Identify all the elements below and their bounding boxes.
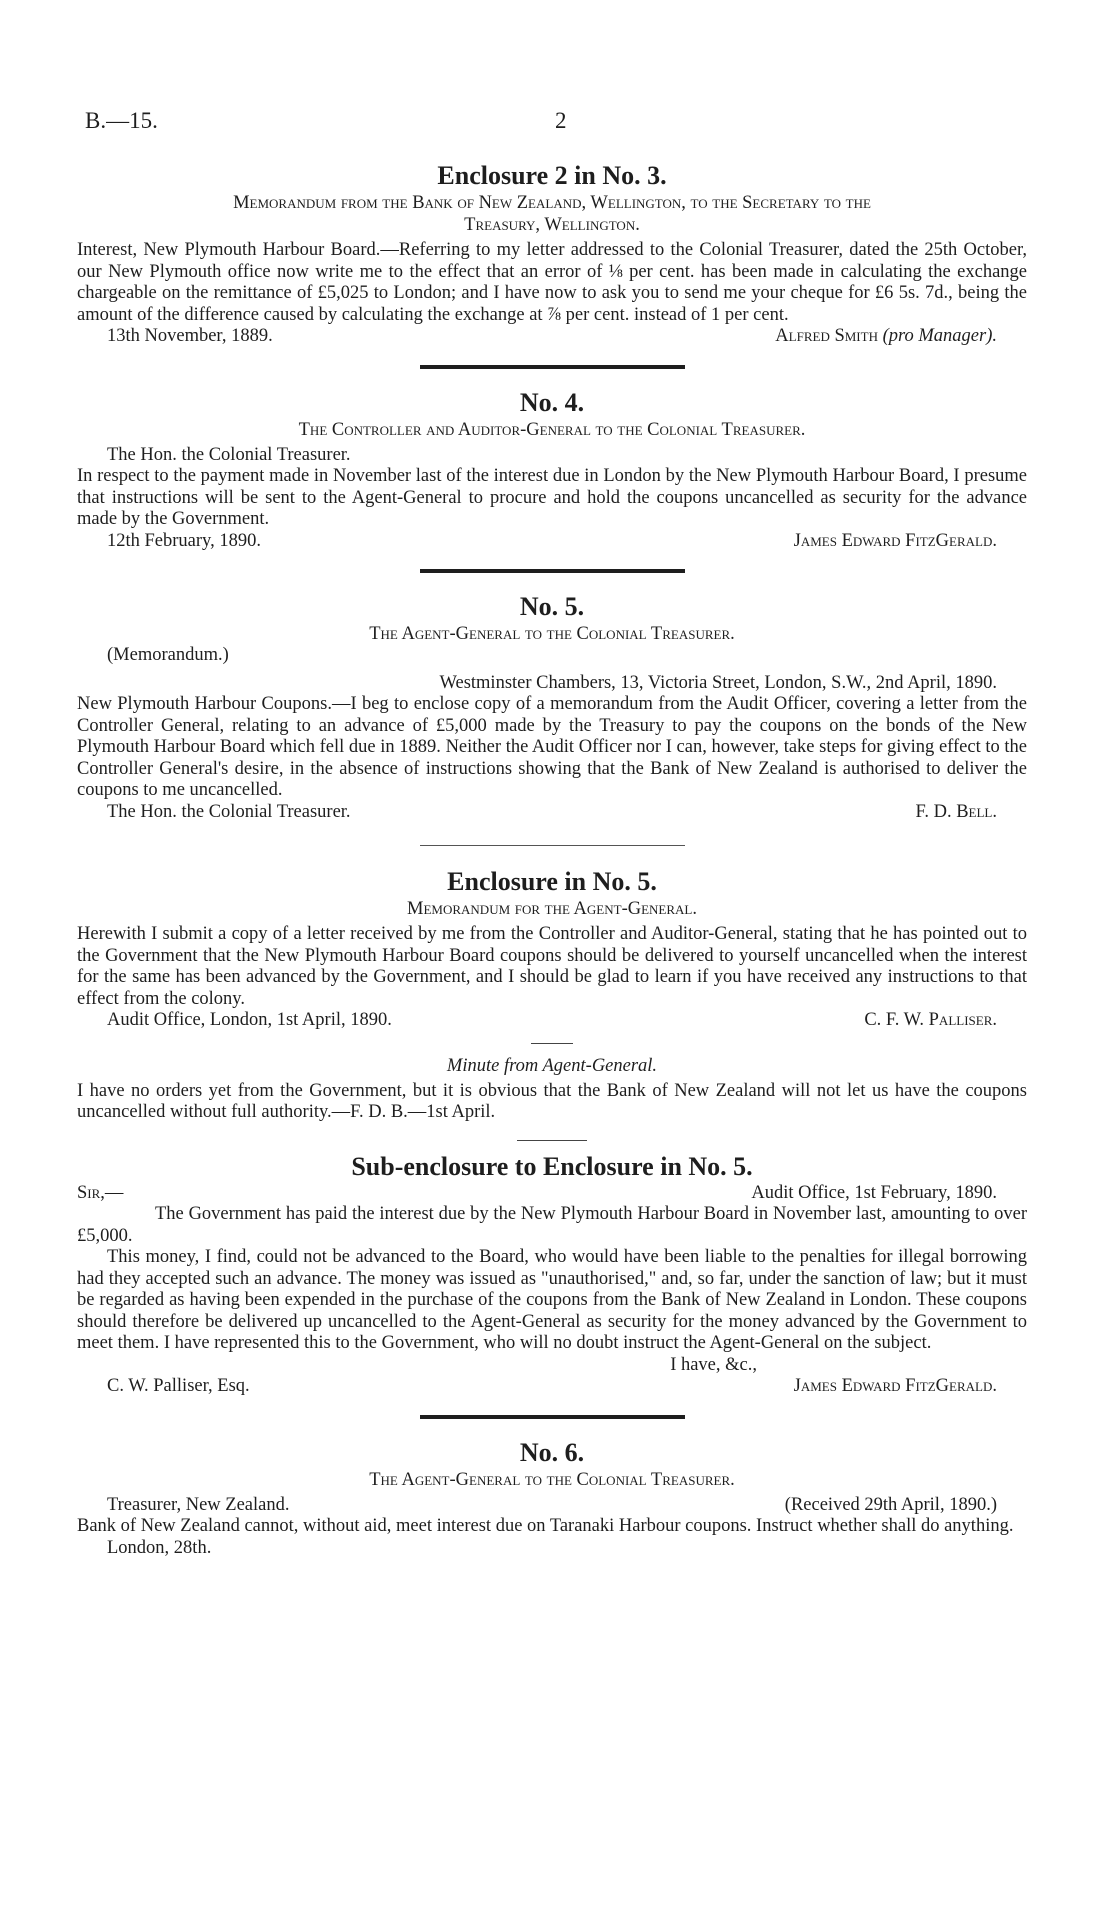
no4-addressee: The Hon. the Colonial Treasurer. [107, 444, 351, 465]
enclosure-5-place-date: Audit Office, London, 1st April, 1890. [107, 1010, 392, 1030]
subenclosure-signature: James Edward FitzGerald. [793, 1376, 997, 1396]
no5-body: New Plymouth Harbour Coupons.—I beg to enclose copy of a memorandum from the Audit Officer, covering a letter from the Controller General, relating to an advance of £5,000 made by the Treasury to pay the coupons on the bonds of the New Plymouth Harbour Board which fell due in 1889. Neither the Audit Officer nor I can, however, take steps for giving effect to the Controller General's desire, in the absence of instructions showing that the Bank of New Zealand is authorised to deliver the coupons to me uncancelled. [77, 694, 1027, 800]
no6-place-date: London, 28th. [107, 1537, 212, 1558]
no5-signoff [77, 802, 1027, 824]
section-divider-thin [420, 845, 685, 846]
subenclosure-header-line [77, 1183, 1027, 1205]
no5-address: Westminster Chambers, 13, Victoria Street, London, S.W., 2nd April, 1890. [439, 672, 997, 693]
subenclosure-signoff [77, 1376, 1027, 1398]
no6-received: (Received 29th April, 1890.) [784, 1494, 997, 1515]
enclosure-5-section [77, 866, 1027, 1124]
series-number: B.—15. [85, 108, 158, 133]
enclosure-5-signoff [77, 1010, 1027, 1032]
section-divider [420, 1415, 685, 1419]
subenclosure-place-date: Audit Office, 1st February, 1890. [751, 1182, 997, 1203]
enclosure-2-signature: Alfred Smith [775, 326, 878, 346]
no5-addressee: The Hon. the Colonial Treasurer. [107, 801, 351, 822]
subenclosure-para-1: The Government has paid the interest due by the New Plymouth Harbour Board in November last, amounting to over £5,000. [77, 1204, 1027, 1246]
no6-subtitle: The Agent-General to the Colonial Treasurer. [369, 1469, 735, 1490]
no5-memo-label: (Memorandum.) [107, 645, 229, 665]
subenclosure-heading: Sub-enclosure to Enclosure in No. 5. [351, 1151, 753, 1181]
minute-body: I have no orders yet from the Government, but it is obvious that the Bank of New Zealand will not let us have the coupons uncancelled without full authority.—F. D. B.—1st April. [77, 1080, 1027, 1122]
enclosure-2-section [77, 160, 1027, 348]
no5-heading: No. 5. [519, 592, 585, 621]
no6-section [77, 1437, 1027, 1560]
enclosure-5-heading: Enclosure in No. 5. [447, 867, 657, 896]
no5-section [77, 591, 1027, 823]
no4-signature: James Edward FitzGerald. [793, 530, 997, 551]
document-body [77, 160, 1027, 1559]
no6-addressee: Treasurer, New Zealand. [107, 1494, 290, 1515]
section-divider [420, 365, 685, 369]
subenclosure-section [77, 1151, 1027, 1398]
no4-heading: No. 4. [519, 387, 585, 417]
enclosure-2-role: (pro Manager). [882, 326, 997, 346]
enclosure-2-heading: Enclosure 2 in No. 3. [437, 161, 667, 190]
no4-body: In respect to the payment made in November last of the interest due in London by the New Plymouth Harbour Board, I presume that instructions will be sent to the Agent-General to procure and hold the coupons uncancelled as security for the advance made by the Government. [77, 466, 1027, 529]
page-number: 2 [555, 108, 567, 133]
no6-heading: No. 6. [519, 1437, 585, 1467]
enclosure-2-body: Interest, New Plymouth Harbour Board.—Referring to my letter addressed to the Colonial Treasurer, dated the 25th October, our New Plymouth office now write me to the effect that an error of ⅛ per cent. has been made in calculating the exchange chargeable on the remittance of £5,025 to London; and I have now to ask you to send me your cheque for £6 5s. 7d., being the amount of the difference caused by calculating the exchange at ⅞ per cent. instead of 1 per cent. [77, 240, 1027, 325]
enclosure-2-signature-block [775, 326, 1027, 348]
subenclosure-closing: I have, &c., [670, 1354, 757, 1375]
no6-header-line [77, 1495, 1027, 1517]
enclosure-2-subtitle: Memorandum from the Bank of New Zealand, Wellington, to the Secretary to the [233, 193, 871, 213]
enclosure-5-subtitle: Memorandum for the Agent-General. [407, 899, 697, 919]
enclosure-5-signature: C. F. W. Palliser. [864, 1010, 997, 1030]
section-divider-short [517, 1140, 587, 1141]
enclosure-2-date: 13th November, 1889. [107, 326, 273, 346]
subenclosure-addressee: C. W. Palliser, Esq. [107, 1376, 250, 1396]
no4-signoff [77, 531, 1027, 553]
minute-divider [531, 1043, 573, 1044]
enclosure-2-subtitle-2: Treasury, Wellington. [464, 215, 640, 235]
no5-signature: F. D. Bell. [915, 801, 997, 822]
enclosure-5-body: Herewith I submit a copy of a letter received by me from the Controller and Auditor-General, stating that he has pointed out to the Government that the New Plymouth Harbour Board coupons should be delivered to yourself uncancelled when the interest for the same has been advanced by the Government, and I should be glad to learn if you have received any instructions to that effect from the colony. [77, 924, 1027, 1009]
minute-heading: Minute from Agent-General. [446, 1055, 658, 1076]
no6-body: Bank of New Zealand cannot, without aid, meet interest due on Taranaki Harbour coupons. Instruct whether shall do anything. [77, 1516, 1014, 1536]
no5-subtitle: The Agent-General to the Colonial Treasurer. [369, 624, 735, 644]
subenclosure-para-2: This money, I find, could not be advanced to the Board, who would have been liable to the penalties for illegal borrowing had they accepted such an advance. The money was issued as "unauthorised," and, so far, under the sanction of law; but it must be regarded as having been expended in the purchase of the coupons from the Bank of New Zealand in London. These coupons should therefore be delivered up uncancelled to the Agent-General as security for the money advanced by the Government to meet them. I have represented this to the Government, who will no doubt instruct the Agent-General on the subject. [77, 1247, 1027, 1353]
no4-subtitle: The Controller and Auditor-General to the Colonial Treasurer. [298, 419, 806, 440]
enclosure-2-signoff [77, 326, 1027, 348]
no4-date: 12th February, 1890. [107, 530, 261, 551]
section-divider [420, 569, 685, 573]
subenclosure-salutation: Sir,— [77, 1182, 124, 1203]
no4-section [77, 387, 1027, 553]
